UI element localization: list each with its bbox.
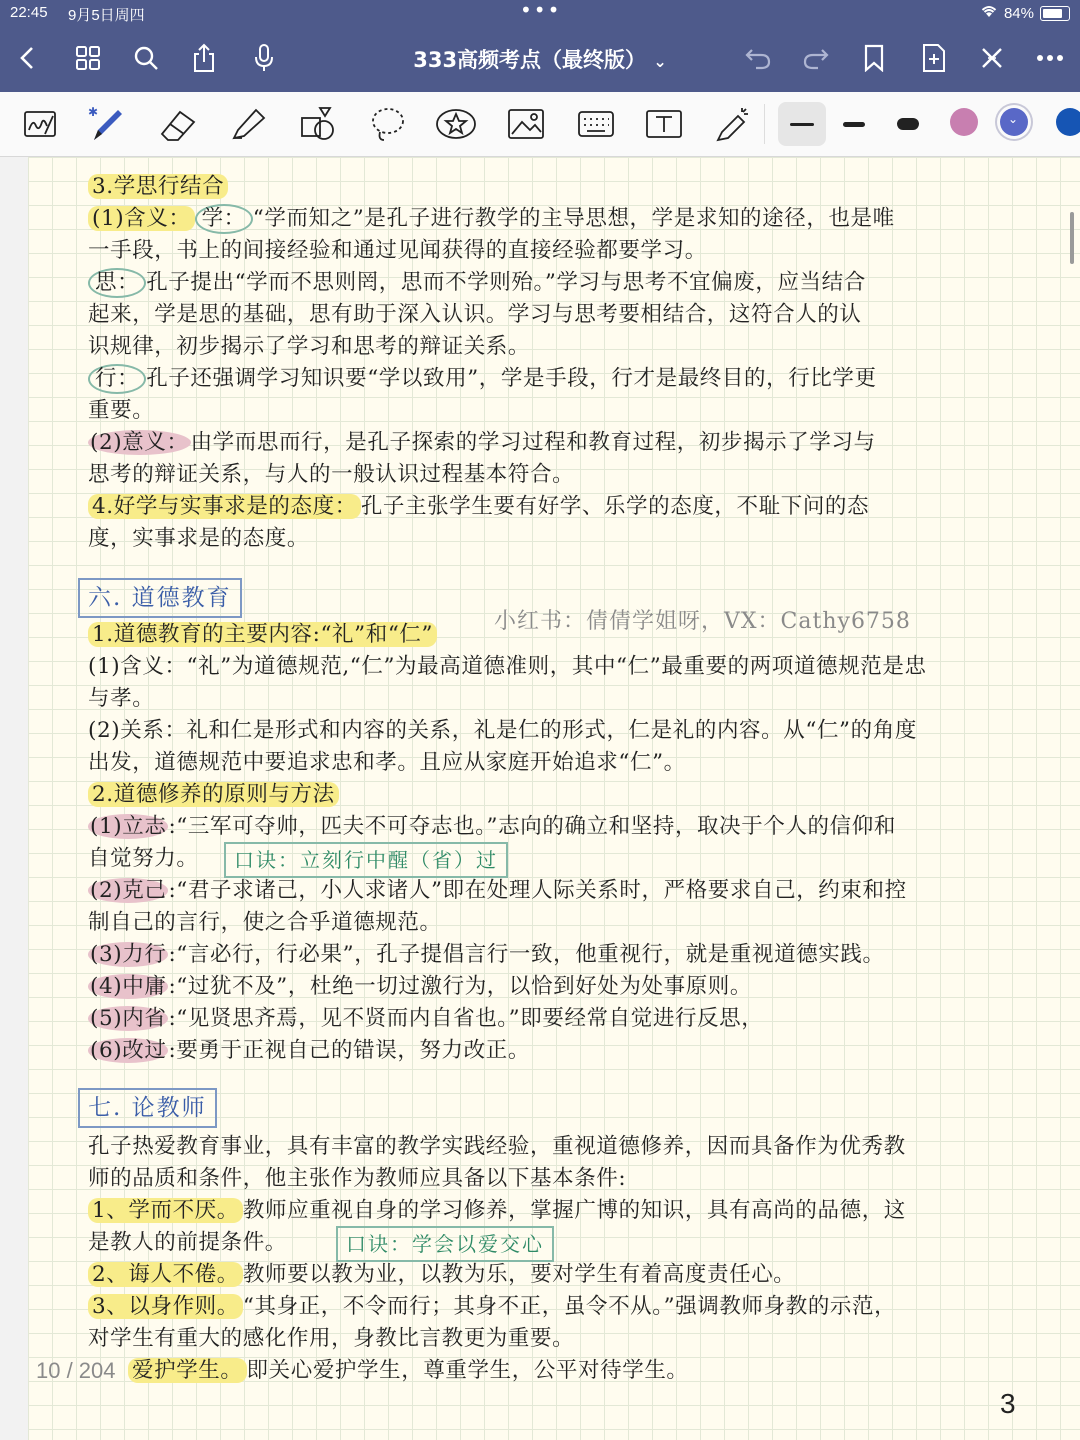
color-swatch-pink[interactable] [950,108,978,136]
note-line: 识规律，初步揭示了学习和思考的辩证关系。 [88,334,531,359]
note-line: 2.道德修养的原则与方法 [88,780,339,810]
bookmark-icon[interactable] [856,40,892,76]
note-line: 1.道德教育的主要内容:“礼”和“仁” [88,620,437,650]
note-line: 出发，道德规范中要追求忠和孝。且应从家庭开始追求“仁”。 [88,750,686,775]
add-page-icon[interactable] [916,40,952,76]
keyboard-tool-icon[interactable] [574,102,618,146]
title-chevron-down-icon[interactable]: ⌄ [653,52,667,71]
document-title-text[interactable]: 333高频考点（最终版） [413,48,647,72]
scrollbar-thumb[interactable] [1070,212,1074,264]
note-line: 是教人的前提条件。 [88,1230,287,1255]
note-line: (2)关系：礼和仁是形式和内容的关系，礼是仁的形式，仁是礼的内容。从“仁”的角度 [88,718,917,743]
note-line: 与孝。 [88,686,155,711]
note-line: (4)中庸:“过犹不及”，杜绝一切过激行为，以恰到好处为处事原则。 [90,974,752,999]
status-date: 9月5日周四 [68,7,145,24]
annotation-toolbar [0,92,1080,157]
stroke-thick-icon[interactable] [886,102,930,146]
back-icon[interactable] [10,40,46,76]
note-line: 2、诲人不倦。 教师要以教为业，以教为乐，要对学生有着高度责任心。 [88,1260,795,1290]
note-line: (5)内省:“见贤思齐焉，见不贤而内自省也。”即要经常自觉进行反思， [90,1006,764,1031]
title-bar [0,0,1080,92]
battery-icon [1040,6,1070,21]
stroke-medium-icon[interactable] [832,102,876,146]
note-line: 度，实事求是的态度。 [88,526,310,551]
note-line: 3.学思行结合 [88,172,228,202]
page-counter[interactable]: 10 / 204 [36,1358,116,1383]
note-line: 3、以身作则。 “其身正，不令而行；其身不正，虽令不从。”强调教师身教的示范， [88,1292,896,1322]
note-line: 4.好学与实事求是的态度： 孔子主张学生要有好学、乐学的态度，不耻下问的态 [88,492,869,522]
toolbar-divider [764,104,765,144]
note-line: (1)含义： 学： “学而知之”是孔子进行教学的主导思想，学是求知的途径，也是唯 [88,204,895,234]
close-tools-icon[interactable] [974,40,1010,76]
lasso-tool-icon[interactable] [366,102,410,146]
note-line: (1)含义：“礼”为道德规范,“仁”为最高道德准则，其中“仁”最重要的两项道德规范是忠 [88,654,927,679]
pen-tool-icon[interactable] [86,102,130,146]
note-line: 制自己的言行，使之合乎道德规范。 [88,910,442,935]
note-line: 自觉努力。 [88,846,199,871]
section-heading-7: 七. 论教师 [78,1088,217,1128]
note-line: (6)改过:要勇于正视自己的错误，努力改正。 [90,1038,530,1063]
multitasking-dots-icon[interactable]: ••• [520,0,562,22]
note-line: 师的品质和条件，他主张作为教师应具备以下基本条件: [88,1166,627,1191]
eraser-tool-icon[interactable] [156,102,200,146]
note-line: 重要。 [88,398,155,423]
redo-icon[interactable] [798,40,834,76]
page-margin [0,157,29,1440]
wifi-icon [980,4,998,22]
note-line: (1)立志:“三军可夺帅，匹夫不可夺志也。”志向的确立和坚持，取决于个人的信仰和 [90,814,896,839]
laser-pointer-icon[interactable] [710,102,754,146]
microphone-icon[interactable] [246,40,282,76]
mnemonic-box-2: 口诀：学会以爱交心 [336,1226,554,1262]
text-box-tool-icon[interactable] [642,102,686,146]
note-line: 1、学而不厌。 教师应重视自身的学习修养，掌握广博的知识，具有高尚的品德，这 [88,1196,906,1226]
note-line: 起来，学是思的基础，思有助于深入认识。学习与思考要相结合，这符合人的认 [88,302,862,327]
highlighter-tool-icon[interactable] [226,102,270,146]
svg-text:✱: ✱ [88,105,99,119]
status-right [980,4,1070,22]
note-line: 对学生有重大的感化作用，身教比言教更为重要。 [88,1326,575,1351]
handwriting-convert-icon[interactable] [18,102,62,146]
sticker-tool-icon[interactable] [434,102,478,146]
status-time: 22:45 [10,4,48,21]
page-number: 3 [1000,1388,1016,1419]
stroke-thin-icon[interactable] [778,102,826,146]
more-icon[interactable] [1032,40,1068,76]
note-line: (3)力行:“言必行，行必果”，孔子提倡言行一致，他重视行，就是重视道德实践。 [90,942,885,967]
grid-view-icon[interactable] [70,40,106,76]
note-line: 一手段，书上的间接经验和通过见闻获得的直接经验都要学习。 [88,238,707,263]
note-line: 思考的辩证关系，与人的一般认识过程基本符合。 [88,462,575,487]
share-icon[interactable] [186,40,222,76]
note-line: 爱护学生。 即关心爱护学生，尊重学生，公平对待学生。 [128,1356,689,1386]
note-line: (2)克己:“君子求诸己，小人求诸人”即在处理人际关系时，严格要求自己，约束和控 [90,878,907,903]
chevron-down-icon: ⌄ [1008,112,1019,126]
note-line: 孔子热爱教育事业，具有丰富的教学实践经验，重视道德修养，因而具备作为优秀教 [88,1134,906,1159]
watermark-text: 小红书：倩倩学姐呀，VX：Cathy6758 [494,609,911,634]
shapes-tool-icon[interactable] [296,102,340,146]
section-heading-6: 六. 道德教育 [78,578,242,618]
search-icon[interactable] [128,40,164,76]
color-swatch-navy[interactable] [1056,108,1080,136]
note-line: 行： 孔子还强调学习知识要“学以致用”，学是手段，行才是最终目的，行比学更 [88,364,877,394]
mnemonic-box-1: 口诀：立刻行中醒（省）过 [224,842,508,878]
battery-percent: 84% [1003,4,1034,22]
note-line: (2)意义：由学而思而行，是孔子探索的学习过程和教育过程，初步揭示了学习与 [90,430,876,455]
undo-icon[interactable] [740,40,776,76]
image-tool-icon[interactable] [504,102,548,146]
note-line: 思： 孔子提出“学而不思则罔，思而不学则殆。”学习与思考不宜偏废，应当结合 [88,268,866,298]
color-swatch-blue-selected[interactable] [1000,108,1028,136]
